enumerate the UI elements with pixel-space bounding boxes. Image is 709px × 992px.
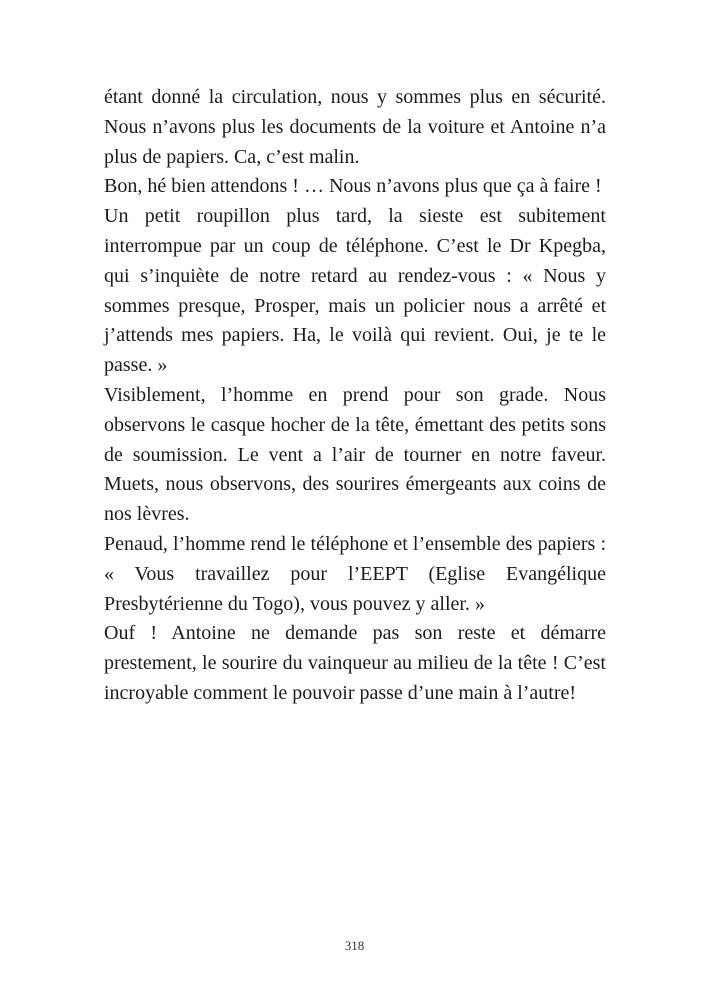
paragraph: Visiblement, l’homme en prend pour son grade. Nous observons le casque hocher de la tête, émettant des petits sons de soumission. Le vent a l’air de tourner en notre faveur. Muets, nous observons, des sourires émergeants aux coins de nos lèvres. [104, 383, 606, 526]
paragraph: étant donné la circulation, nous y sommes plus en sécurité. Nous n’avons plus les documents de la voiture et Antoine n’a plus de papiers. Ca, c’est malin. [104, 86, 606, 168]
paragraph: Un petit roupillon plus tard, la sieste est subitement interrompue par un coup de téléphone. C’est le Dr Kpegba, qui s’inquiète de notre retard au rendez-vous : « Nous y sommes presque, Prosper, mais un policier nous a arrêté et j’attends mes papiers. Ha, le voilà qui revient. Oui, je te le passe. » [104, 205, 606, 377]
page-content [104, 83, 606, 709]
paragraph: Penaud, l’homme rend le téléphone et l’ensemble des papiers : « Vous travaillez pour l’EEPT (Eglise Evangélique Presbytérienne du Togo), vous pouvez y aller. » [104, 532, 606, 615]
paragraph: Ouf ! Antoine ne demande pas son reste et démarre prestement, le sourire du vainqueur au milieu de la tête ! C’est incroyable comment le pouvoir passe d’une main à l’autre! [104, 622, 606, 704]
paragraph: Bon, hé bien attendons ! … Nous n’avons plus que ça à faire ! [104, 175, 602, 198]
page-number: 318 [344, 938, 365, 953]
